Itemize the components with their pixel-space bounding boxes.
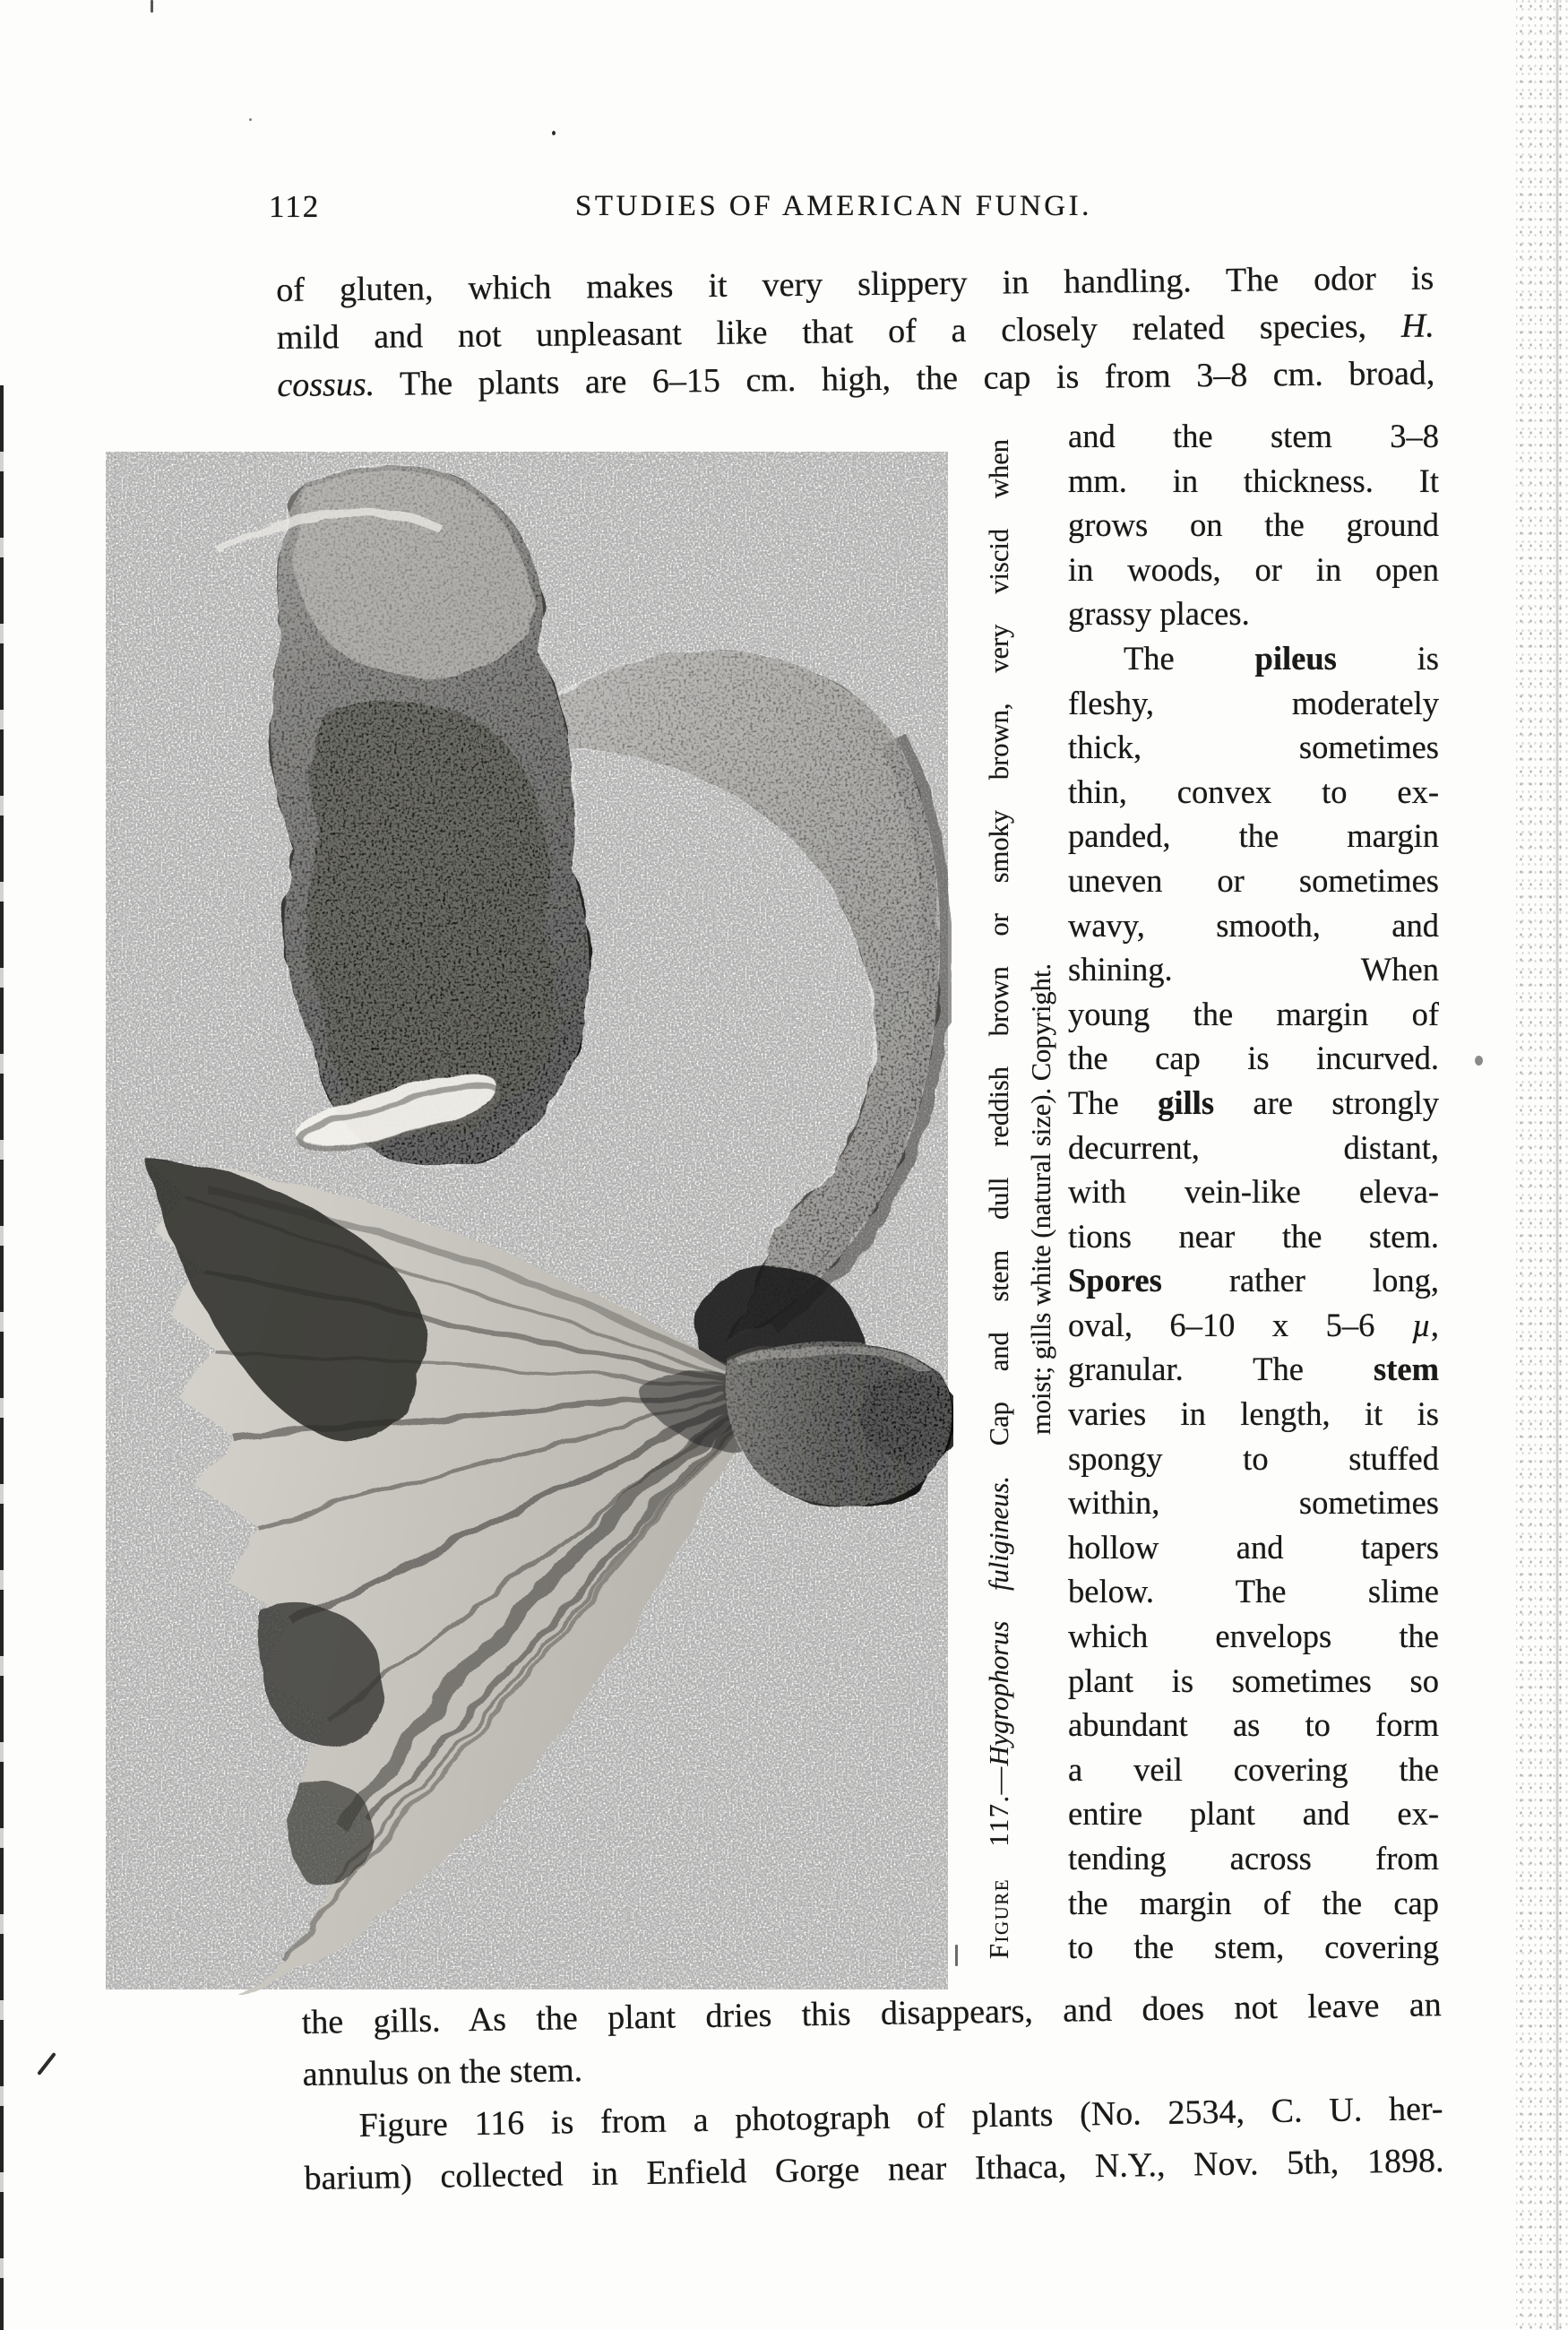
text-segment: grassy places. bbox=[1068, 595, 1250, 633]
text-line bbox=[1068, 1614, 1439, 1659]
text-segment: Cap and stem dull reddish brown or smoky brown, very viscid when bbox=[984, 439, 1014, 1477]
text-segment: decurrent, distant, bbox=[1068, 1128, 1439, 1166]
text-segment: mild and not unpleasant like that of a closely related species, bbox=[276, 306, 1402, 357]
text-segment: the margin of the cap bbox=[1068, 1884, 1439, 1921]
figure-117-caption bbox=[978, 439, 1063, 1959]
scan-left-edge-line bbox=[0, 385, 4, 2330]
text-line bbox=[1068, 636, 1439, 681]
text-line bbox=[1068, 903, 1439, 948]
text-segment: fleshy, moderately bbox=[1068, 684, 1439, 721]
main-text-column bbox=[1068, 414, 1439, 1970]
text-segment: abundant as to form bbox=[1068, 1706, 1439, 1744]
text-segment: in woods, or in open bbox=[1068, 550, 1439, 588]
text-segment: to the stem, covering bbox=[1068, 1929, 1439, 1966]
text-line bbox=[1068, 725, 1439, 770]
intro-paragraph bbox=[276, 255, 1435, 410]
text-segment: oval, 6–10 x 5–6 bbox=[1068, 1306, 1412, 1343]
text-segment: uneven or sometimes bbox=[1068, 861, 1439, 899]
mushroom-photo-art bbox=[100, 446, 953, 1995]
text-line bbox=[1068, 1925, 1439, 1970]
text-segment: Hygrophorus fuligineus. bbox=[984, 1476, 1014, 1766]
text-segment: Spores bbox=[1068, 1262, 1162, 1299]
text-segment: panded, the margin bbox=[1068, 817, 1439, 855]
text-segment: thick, sometimes bbox=[1068, 729, 1439, 766]
running-title: STUDIES OF AMERICAN FUNGI. bbox=[575, 190, 1092, 222]
text-line bbox=[1068, 1659, 1439, 1704]
text-segment: , bbox=[1430, 1306, 1439, 1343]
text-segment: which envelops the bbox=[1068, 1618, 1439, 1655]
text-line bbox=[1068, 548, 1439, 592]
page-number: 112 bbox=[269, 189, 321, 224]
text-segment: of gluten, which makes it very slippery in handling. The odor is bbox=[276, 259, 1434, 309]
text-segment: gills bbox=[1158, 1083, 1215, 1121]
text-segment: tending across from bbox=[1068, 1840, 1439, 1877]
text-line bbox=[1068, 992, 1439, 1037]
text-segment: moist; gills white (natural size). Copyright. bbox=[1026, 962, 1056, 1436]
text-segment: the gills. As the plant dries this disappears, and does not leave an bbox=[301, 1986, 1442, 2042]
ink-speck bbox=[37, 2052, 56, 2075]
closing-paragraphs bbox=[301, 1979, 1443, 2205]
text-segment: entire plant and ex- bbox=[1068, 1795, 1439, 1833]
text-line bbox=[1068, 1303, 1439, 1348]
text-line bbox=[1068, 1169, 1439, 1214]
ink-speck bbox=[151, 0, 153, 13]
text-segment: cossus. bbox=[277, 365, 375, 404]
text-line bbox=[1068, 1836, 1439, 1881]
text-line bbox=[1068, 1525, 1439, 1570]
text-line bbox=[1068, 1791, 1439, 1836]
text-line bbox=[1068, 1881, 1439, 1926]
text-segment: within, sometimes bbox=[1068, 1484, 1439, 1522]
text-line bbox=[1068, 1569, 1439, 1614]
text-segment: is bbox=[1336, 639, 1439, 677]
text-segment: Figure 116 is from a photograph of plants (No. 2534, C. U. her- bbox=[358, 2090, 1443, 2145]
text-line bbox=[1068, 947, 1439, 992]
text-segment: Figure 117.— bbox=[984, 1765, 1014, 1959]
text-segment: with vein-like eleva- bbox=[1068, 1173, 1439, 1211]
text-line bbox=[1021, 439, 1063, 1959]
text-segment: shining. When bbox=[1068, 951, 1439, 988]
ink-speck bbox=[955, 1945, 958, 1966]
text-segment: and the stem 3–8 bbox=[1068, 418, 1439, 454]
text-segment: the cap is incurved. bbox=[1068, 1040, 1439, 1077]
ink-speck bbox=[552, 131, 556, 135]
text-segment: hollow and tapers bbox=[1068, 1528, 1439, 1566]
text-line bbox=[1068, 459, 1439, 504]
text-line bbox=[1068, 1703, 1439, 1748]
text-line bbox=[1068, 1480, 1439, 1525]
text-line bbox=[1068, 859, 1439, 903]
text-line bbox=[1068, 591, 1439, 636]
text-segment: pileus bbox=[1254, 639, 1337, 677]
text-segment: The bbox=[1068, 1083, 1159, 1121]
scan-right-speckle-band bbox=[1516, 0, 1568, 2330]
ink-speck bbox=[249, 118, 252, 121]
text-segment: plant is sometimes so bbox=[1068, 1661, 1439, 1699]
text-segment: varies in length, it is bbox=[1068, 1395, 1439, 1433]
ink-speck bbox=[1475, 1056, 1483, 1066]
text-line bbox=[1068, 1392, 1439, 1437]
text-segment: H. bbox=[1400, 306, 1434, 345]
text-segment: The plants are 6–15 cm. high, the cap is from 3–8 cm. broad, bbox=[374, 354, 1435, 403]
text-segment: stem bbox=[1374, 1351, 1439, 1388]
text-line bbox=[1068, 1347, 1439, 1392]
text-segment: barium) collected in Enfield Gorge near Ithaca, N.Y., Nov. 5th, 1898. bbox=[304, 2142, 1444, 2198]
text-line bbox=[1068, 1126, 1439, 1170]
text-segment: below. The slime bbox=[1068, 1573, 1439, 1610]
figure-117-photograph bbox=[100, 446, 953, 1995]
text-segment: rather long, bbox=[1161, 1262, 1439, 1299]
text-line bbox=[1068, 1748, 1439, 1792]
text-segment: a veil covering the bbox=[1068, 1750, 1439, 1788]
text-line bbox=[1068, 770, 1439, 815]
text-line bbox=[1068, 1437, 1439, 1481]
text-line bbox=[1068, 681, 1439, 726]
text-segment: granular. The bbox=[1068, 1351, 1374, 1388]
text-segment: annulus on the stem. bbox=[302, 2051, 583, 2094]
text-segment: young the margin of bbox=[1068, 995, 1439, 1032]
text-segment: are strongly bbox=[1214, 1083, 1439, 1121]
text-segment: The bbox=[1124, 639, 1255, 677]
text-line bbox=[978, 439, 1021, 1959]
text-line bbox=[1068, 414, 1439, 459]
text-line bbox=[1068, 814, 1439, 859]
text-segment: wavy, smooth, and bbox=[1068, 906, 1439, 944]
text-segment: spongy to stuffed bbox=[1068, 1439, 1439, 1477]
text-line bbox=[1068, 1081, 1439, 1126]
text-line bbox=[1068, 1036, 1439, 1081]
text-segment: tions near the stem. bbox=[1068, 1217, 1439, 1255]
text-segment: grows on the ground bbox=[1068, 506, 1439, 544]
text-line bbox=[1068, 1214, 1439, 1259]
text-line bbox=[1068, 503, 1439, 548]
text-segment: mm. in thickness. It bbox=[1068, 462, 1439, 499]
text-segment: µ bbox=[1411, 1306, 1431, 1343]
text-segment: thin, convex to ex- bbox=[1068, 772, 1439, 810]
text-line bbox=[1068, 1258, 1439, 1303]
